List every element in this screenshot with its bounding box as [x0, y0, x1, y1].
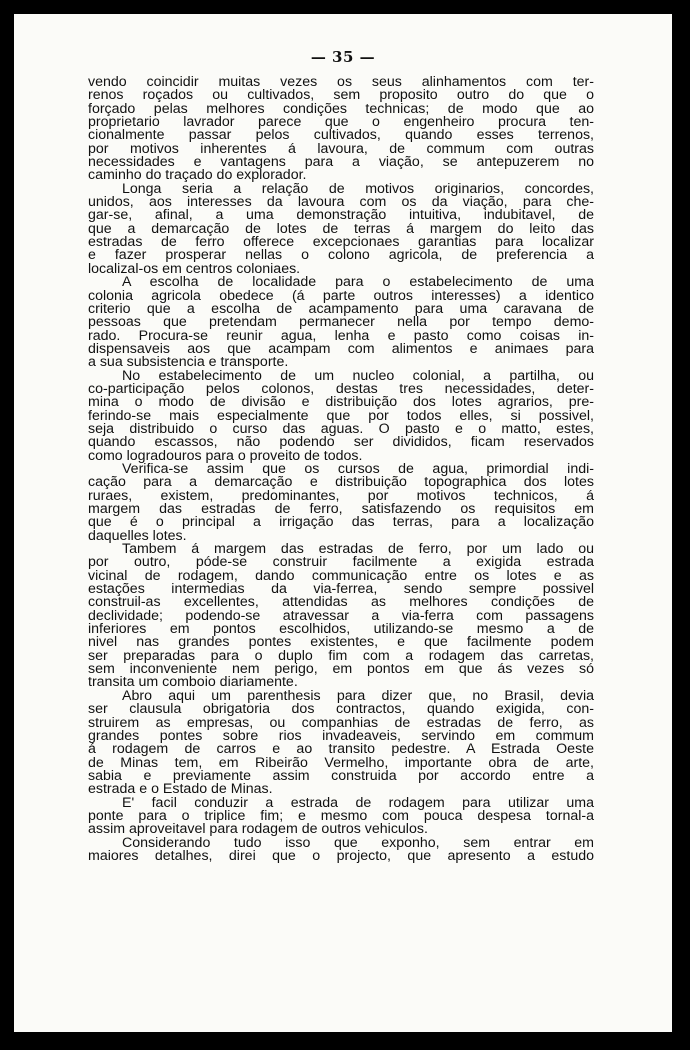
text-line: necessidades e vantagens para a viação, se antepuzerem no — [88, 154, 594, 171]
text-line: quando escassos, não podendo ser divididos, ficam reservados — [88, 434, 594, 451]
text-line: renos roçados ou cultivados, sem proposito outro do que o — [88, 87, 594, 104]
text-line: transita um comboio diariamente. — [88, 674, 298, 691]
paragraph-9 — [88, 834, 594, 864]
text-line: rado. Procura-se reunir agua, lenha e pasto como coisas in- — [88, 327, 594, 344]
text-line: E' facil conduzir a estrada de rodagem para utilizar uma — [122, 794, 594, 811]
text-line: e fazer prosperar nellas o colono agricola, de preferencia a — [88, 247, 594, 264]
text-line: pessoas que pretendam permanecer nella por tempo demo- — [88, 314, 594, 331]
text-line: nivel nas grandes pontes existentes, e que facilmente podem — [88, 634, 594, 651]
text-line: caminho do traçado do explorador. — [88, 167, 307, 184]
text-line: unidos, aos interesses da lavoura com os da viação, para che- — [88, 194, 594, 211]
text-line: ponte para o triplice fim; e mesmo com pouca despesa tornal-a — [88, 807, 594, 824]
text-line: seja distribuido o curso das aguas. O pasto e o matto, estes, — [88, 420, 594, 437]
text-line: grandes pontes sobre rios invadeaveis, servindo em commum — [88, 727, 594, 744]
text-line: ser clausula obrigatoria dos contractos, quando exigida, con- — [88, 701, 594, 718]
paragraph-5 — [88, 460, 594, 544]
text-line: cionalmente passar pelos cultivados, quando esses terrenos, — [88, 127, 594, 144]
text-line: assim aproveitavel para rodagem de outros vehiculos. — [88, 821, 428, 838]
text-line: proprietario lavrador parece que o engenheiro procura ten- — [88, 114, 594, 131]
text-line: mina o modo de divisão e distribuição dos lotes agrarios, pre- — [88, 394, 594, 411]
text-line: á rodagem de carros e ao transito pedestre. A Estrada Oeste — [88, 741, 594, 758]
paragraph-4 — [88, 367, 594, 464]
text-line: dispensaveis aos que acampam com alimentos e animaes para — [88, 340, 594, 357]
text-line: ferindo-se mais especialmente que por todos elles, si possivel, — [88, 407, 594, 424]
paragraph-6 — [88, 543, 594, 690]
paragraph-1 — [88, 76, 594, 183]
text-line: Longa seria a relação de motivos originarios, concordes, — [122, 180, 594, 197]
text-line: por outro, póde-se construir facilmente a exigida estrada — [88, 554, 594, 571]
paragraph-7 — [88, 687, 594, 798]
text-line: sem inconveniente nem perigo, em pontos em que ás vezes só — [88, 661, 594, 678]
text-line: daquelles lotes. — [88, 527, 187, 544]
text-line: co-participação pelos colonos, destas tres necessidades, deter- — [88, 380, 594, 397]
text-line: Considerando tudo isso que exponho, sem entrar em — [122, 834, 594, 851]
text-line: estrada e o Estado de Minas. — [88, 781, 273, 798]
text-line: estações intermedias da via-ferrea, sendo sempre possivel — [88, 581, 594, 598]
paragraph-3 — [88, 276, 594, 369]
text-line: vicinal de rodagem, dando communicação entre os lotes e as — [88, 567, 594, 584]
text-line: A escolha de localidade para o estabelecimento de uma — [122, 274, 594, 291]
text-line: colonia agricola obedece (á parte outros interesses) a identico — [88, 287, 594, 304]
text-line: margem das estradas de ferro, satisfazendo os requisitos em — [88, 501, 594, 517]
body-text — [88, 76, 594, 863]
text-line: forçado pelas melhores condições technicas; de modo que ao — [88, 100, 594, 117]
text-line: de Minas tem, em Ribeirão Vermelho, importante obra de arte, — [88, 754, 594, 771]
text-line: ruraes, existem, predominantes, por motivos technicos, á — [88, 487, 594, 504]
page-number: — 35 — — [310, 48, 376, 66]
text-line: Abro aqui um parenthesis para dizer que, no Brasil, devia — [122, 687, 594, 704]
text-line: ser preparadas para o duplo fim com a rodagem das carretas, — [88, 647, 594, 664]
text-line: que a demarcação de lotes de terras á margem do leito das — [88, 220, 594, 237]
text-line: que é o principal a irrigação das terras, para a localização — [88, 514, 594, 531]
text-line: vendo coincidir muitas vezes os seus alinhamentos com ter- — [88, 74, 594, 90]
text-line: struirem as empresas, ou companhias de estradas de ferro, as — [88, 714, 594, 731]
paragraph-2 — [88, 180, 594, 277]
text-line: cação para a demarcação e distribuição topographica dos lotes — [88, 474, 594, 491]
text-line: construil-as excellentes, attendidas as melhores condições de — [88, 594, 594, 611]
text-line: por motivos inherentes á lavoura, de commum com outras — [88, 140, 594, 157]
paragraph-8 — [88, 794, 594, 838]
text-line: declividade; podendo-se atravessar a via-ferra com passagens — [88, 607, 594, 624]
text-line: a sua subsistencia e transporte. — [88, 354, 289, 371]
text-line: inferiores em pontos escolhidos, utilizando-se mesmo a de — [88, 621, 594, 638]
text-line: localizal-os em centros coloniaes. — [88, 260, 301, 277]
text-line: maiores detalhes, direi que o projecto, que apresento a estudo — [88, 847, 594, 864]
text-line: sabia e previamente assim construida por accordo entre a — [88, 767, 594, 784]
text-line: Tambem á margem das estradas de ferro, por um lado ou — [122, 541, 594, 558]
book-page — [14, 14, 672, 1032]
text-line: No estabelecimento de um nucleo colonial, a partilha, ou — [122, 367, 594, 384]
text-line: gar-se, afinal, a uma demonstração intuitiva, indubitavel, de — [88, 207, 594, 224]
text-line: criterio que a escolha de acampamento para uma caravana de — [88, 300, 594, 317]
text-line: como logradouros para o proveito de todos. — [88, 447, 363, 464]
text-line: Verifica-se assim que os cursos de agua, primordial indi- — [122, 460, 594, 477]
text-line: estradas de ferro offerece excepcionaes garantias para localizar — [88, 234, 594, 251]
